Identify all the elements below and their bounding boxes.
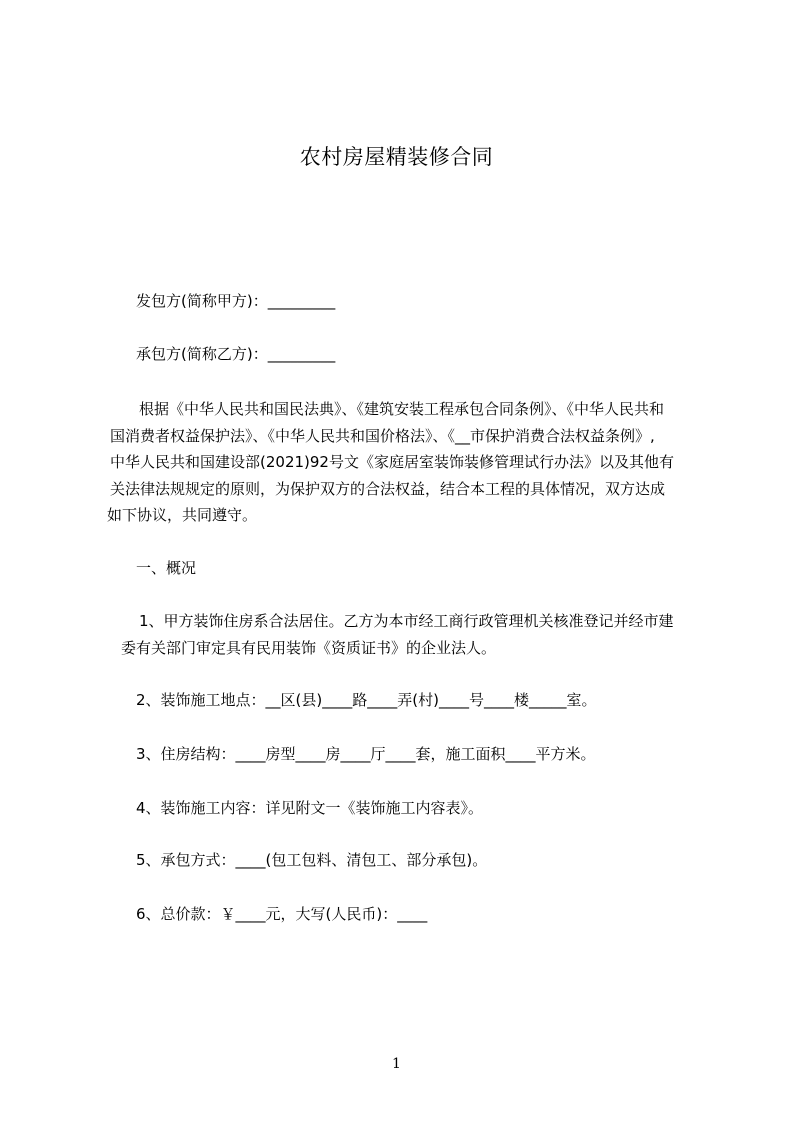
clause-1-paragraph xyxy=(107,608,697,661)
clause-3-line: 3、住房结构：____房型____房____厅____套，施工面积____平方米。 xyxy=(136,745,596,763)
preamble-line: 如下协议，共同遵守。 xyxy=(107,506,258,524)
page-number: 1 xyxy=(392,1056,401,1072)
preamble-paragraph xyxy=(107,396,697,529)
preamble-line: 关法律法规规定的原则，为保护双方的合法权益，结合本工程的具体情况，双方达成 xyxy=(110,479,666,498)
preamble-line: 中华人民共和国建设部(2021)92号文《家庭居室装饰装修管理试行办法》以及其他有 xyxy=(110,453,674,471)
document-title: 农村房屋精装修合同 xyxy=(299,145,494,169)
clause-4-line: 4、装饰施工内容：详见附文一《装饰施工内容表》。 xyxy=(136,799,484,817)
preamble-line: 根据《中华人民共和国民法典》、《建筑安装工程承包合同条例》、《中华人民共和 xyxy=(139,400,665,418)
preamble-line: 国消费者权益保护法》、《中华人民共和国价格法》、《__市保护消费合法权益条例》, xyxy=(110,426,655,445)
section-heading: 一、概况 xyxy=(136,559,197,577)
party-b-line: 承包方(简称乙方)：_________ xyxy=(136,345,336,363)
clause-line: 委有关部门审定具有民用装饰《资质证书》的企业法人。 xyxy=(121,638,497,657)
clause-6-line: 6、总价款：￥____元，大写(人民币)：____ xyxy=(136,905,428,923)
clause-5-line: 5、承包方式：____(包工包料、清包工、部分承包)。 xyxy=(136,851,488,869)
clause-2-line: 2、装饰施工地点：__区(县)____路____弄(村)____号____楼_____室。 xyxy=(136,691,597,709)
party-a-line: 发包方(简称甲方)：_________ xyxy=(136,292,336,310)
clause-line: 1、甲方装饰住房系合法居住。乙方为本市经工商行政管理机关核准登记并经市建 xyxy=(139,612,674,630)
